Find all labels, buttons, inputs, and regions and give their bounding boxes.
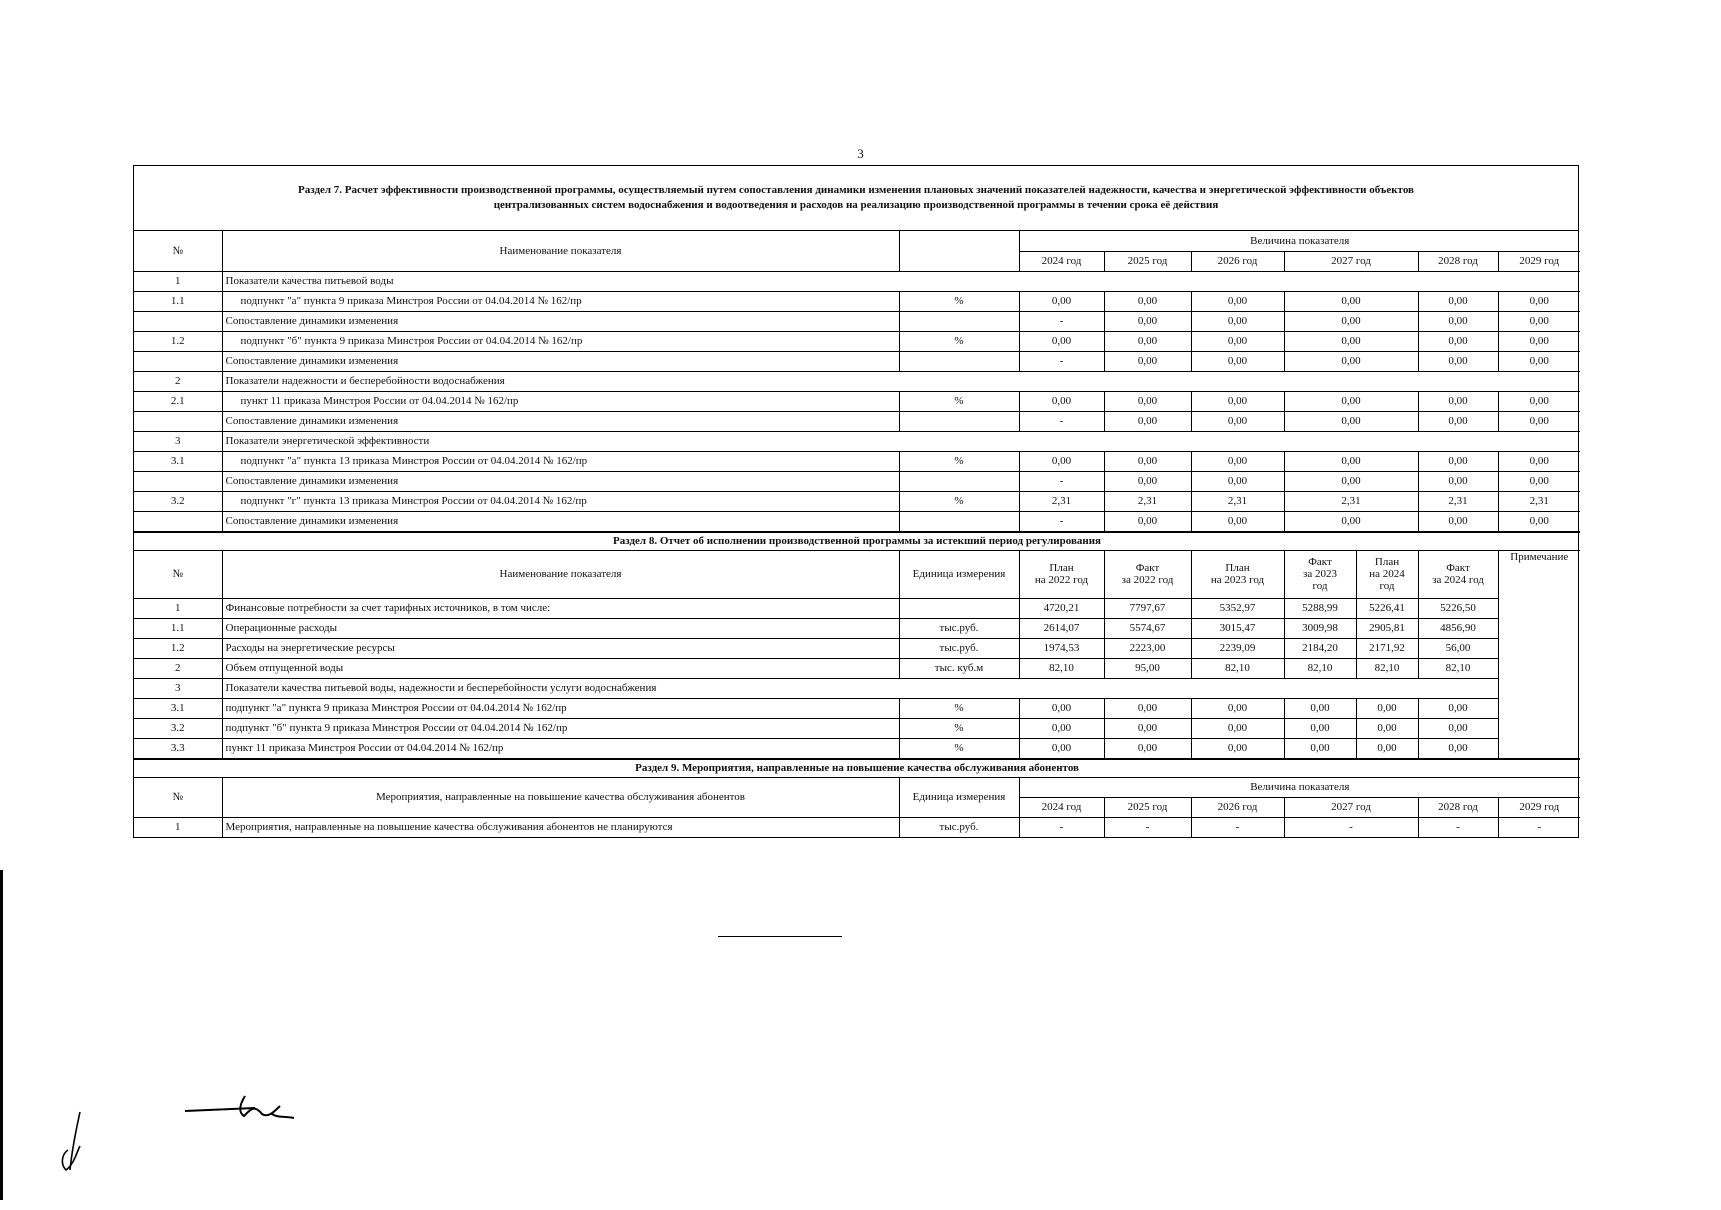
s7-row-unit: % bbox=[899, 291, 1019, 311]
s7-row-cmp bbox=[134, 511, 1580, 531]
s7-row-value: 2,31 bbox=[1019, 491, 1104, 511]
s7-row-unit: % bbox=[899, 331, 1019, 351]
s8-row-value: 0,00 bbox=[1284, 698, 1356, 718]
s7-row-value: 0,00 bbox=[1418, 451, 1498, 471]
s9-header-year: 2025 год bbox=[1104, 797, 1191, 817]
s7-header-year: 2028 год bbox=[1418, 251, 1498, 271]
s7-row-num: 1 bbox=[134, 271, 222, 291]
s8-row-value: 2905,81 bbox=[1356, 618, 1418, 638]
s8-header-col bbox=[1284, 550, 1356, 598]
s8-row-value: 2184,20 bbox=[1284, 638, 1356, 658]
s7-row-value: 0,00 bbox=[1418, 471, 1498, 491]
s7-row-value: 0,00 bbox=[1191, 411, 1284, 431]
s8-header-col bbox=[1104, 550, 1191, 598]
s7-row-value: 0,00 bbox=[1284, 511, 1418, 531]
s7-row-value: - bbox=[1019, 351, 1104, 371]
s8-header-col bbox=[1356, 550, 1418, 598]
s8-row-value: 4856,90 bbox=[1418, 618, 1498, 638]
s7-row-value: 0,00 bbox=[1104, 331, 1191, 351]
s8-row-value: 2171,92 bbox=[1356, 638, 1418, 658]
s8-row-value: 82,10 bbox=[1356, 658, 1418, 678]
s7-row-value: 0,00 bbox=[1498, 511, 1580, 531]
s8-header-col-l2: на 2022 год bbox=[1034, 574, 1089, 586]
s7-row-num bbox=[134, 411, 222, 431]
s7-row-value: 0,00 bbox=[1104, 471, 1191, 491]
s8-header-col-l3: год bbox=[1312, 580, 1328, 592]
s7-row-value: 0,00 bbox=[1191, 351, 1284, 371]
s7-row-group bbox=[134, 271, 1580, 291]
s9-header-year: 2027 год bbox=[1284, 797, 1418, 817]
s8-row-value: 2223,00 bbox=[1104, 638, 1191, 658]
s9-row-item bbox=[134, 817, 1580, 837]
s7-row-value: 0,00 bbox=[1498, 311, 1580, 331]
s7-row-value: 0,00 bbox=[1191, 311, 1284, 331]
s8-row-value: 0,00 bbox=[1418, 738, 1498, 758]
s7-row-value: 0,00 bbox=[1284, 451, 1418, 471]
s7-row-value: 0,00 bbox=[1019, 451, 1104, 471]
s7-row-value: 0,00 bbox=[1418, 311, 1498, 331]
s8-row-num: 3 bbox=[134, 678, 222, 698]
s7-row-value: 0,00 bbox=[1284, 471, 1418, 491]
page-number: 3 bbox=[857, 146, 864, 161]
s8-row-unit: % bbox=[899, 738, 1019, 758]
s7-row-name: пункт 11 приказа Минстроя России от 04.04.2014 № 162/пр bbox=[222, 391, 899, 411]
s7-row-item bbox=[134, 291, 1580, 311]
s9-row-value: - bbox=[1191, 817, 1284, 837]
s7-row-value: - bbox=[1019, 411, 1104, 431]
s7-row-group bbox=[134, 431, 1580, 451]
end-divider bbox=[718, 936, 842, 937]
s8-header-col-l3: год bbox=[1379, 580, 1395, 592]
s8-row-value: 0,00 bbox=[1019, 718, 1104, 738]
s7-row-item bbox=[134, 391, 1580, 411]
s7-row-num bbox=[134, 511, 222, 531]
s7-row-cmp bbox=[134, 311, 1580, 331]
s7-row-value: 0,00 bbox=[1284, 351, 1418, 371]
s7-header-year: 2029 год bbox=[1498, 251, 1580, 271]
s8-row-value: 2239,09 bbox=[1191, 638, 1284, 658]
s8-row-name: Расходы на энергетические ресурсы bbox=[222, 638, 899, 658]
s8-group-name: Показатели качества питьевой воды, надежности и бесперебойности услуги водоснабжения bbox=[222, 678, 1498, 698]
s8-row-value: 0,00 bbox=[1284, 738, 1356, 758]
s8-header-col-l2: за 2024 год bbox=[1432, 574, 1484, 586]
s8-header-col-l1: Факт bbox=[1308, 556, 1332, 568]
s8-row-value: 82,10 bbox=[1418, 658, 1498, 678]
s7-row-unit bbox=[899, 511, 1019, 531]
s7-row-value: 0,00 bbox=[1498, 471, 1580, 491]
s8-row-unit: тыс. куб.м bbox=[899, 658, 1019, 678]
s8-row-item bbox=[134, 658, 1580, 678]
s8-row-value: 7797,67 bbox=[1104, 598, 1191, 618]
s7-row-value: 0,00 bbox=[1019, 331, 1104, 351]
s8-row-value: 0,00 bbox=[1191, 718, 1284, 738]
s7-header-year: 2025 год bbox=[1104, 251, 1191, 271]
s7-row-num: 1.1 bbox=[134, 291, 222, 311]
s7-row-value: 0,00 bbox=[1498, 351, 1580, 371]
s8-header-col-l1: Факт bbox=[1446, 562, 1470, 574]
s7-header-year: 2024 год bbox=[1019, 251, 1104, 271]
s7-row-value: 0,00 bbox=[1019, 291, 1104, 311]
s7-row-value: 0,00 bbox=[1284, 311, 1418, 331]
s7-row-item bbox=[134, 331, 1580, 351]
s8-row-value: 3015,47 bbox=[1191, 618, 1284, 638]
s7-row-unit: % bbox=[899, 391, 1019, 411]
s7-row-unit: % bbox=[899, 491, 1019, 511]
s9-header-value: Величина показателя bbox=[1019, 777, 1580, 797]
s7-row-num bbox=[134, 351, 222, 371]
s7-row-value: 0,00 bbox=[1191, 471, 1284, 491]
s7-row-num: 1.2 bbox=[134, 331, 222, 351]
s7-row-value: 0,00 bbox=[1284, 331, 1418, 351]
s8-row-value: 5352,97 bbox=[1191, 598, 1284, 618]
s8-row-value: 5226,41 bbox=[1356, 598, 1418, 618]
s7-row-value: - bbox=[1019, 311, 1104, 331]
s7-row-value: 2,31 bbox=[1284, 491, 1418, 511]
s7-row-value: 0,00 bbox=[1418, 351, 1498, 371]
section7-title bbox=[134, 166, 1578, 231]
s8-row-num: 1 bbox=[134, 598, 222, 618]
s7-row-value: 0,00 bbox=[1104, 451, 1191, 471]
s7-row-value: - bbox=[1019, 471, 1104, 491]
s7-row-unit bbox=[899, 411, 1019, 431]
s7-row-name: Сопоставление динамики изменения bbox=[222, 351, 899, 371]
s7-row-group bbox=[134, 371, 1580, 391]
s7-row-value: 0,00 bbox=[1191, 331, 1284, 351]
s7-row-cmp bbox=[134, 471, 1580, 491]
s8-row-name: подпункт "б" пункта 9 приказа Минстроя России от 04.04.2014 № 162/пр bbox=[222, 718, 899, 738]
s7-header-value: Величина показателя bbox=[1019, 231, 1580, 251]
s8-row-value: 0,00 bbox=[1356, 738, 1418, 758]
s9-row-value: - bbox=[1284, 817, 1418, 837]
s7-row-num: 3 bbox=[134, 431, 222, 451]
s8-row-value: 0,00 bbox=[1104, 738, 1191, 758]
s7-row-value: 0,00 bbox=[1498, 391, 1580, 411]
s8-row-num: 3.1 bbox=[134, 698, 222, 718]
s7-row-value: 0,00 bbox=[1498, 291, 1580, 311]
s7-header-year: 2026 год bbox=[1191, 251, 1284, 271]
s7-row-name: Сопоставление динамики изменения bbox=[222, 411, 899, 431]
s7-row-cmp bbox=[134, 411, 1580, 431]
s7-row-name: Сопоставление динамики изменения bbox=[222, 311, 899, 331]
s8-row-item bbox=[134, 598, 1580, 618]
s7-header-name: Наименование показателя bbox=[222, 231, 899, 271]
s8-row-value: 0,00 bbox=[1356, 698, 1418, 718]
s8-header-col-l2: на 2024 bbox=[1369, 568, 1405, 580]
s7-row-value: 0,00 bbox=[1284, 411, 1418, 431]
s7-row-value: 0,00 bbox=[1104, 311, 1191, 331]
s8-row-item bbox=[134, 618, 1580, 638]
s8-row-value: 5574,67 bbox=[1104, 618, 1191, 638]
s9-row-value: - bbox=[1418, 817, 1498, 837]
s8-header-col-l1: План bbox=[1049, 562, 1074, 574]
s7-row-num: 2.1 bbox=[134, 391, 222, 411]
s8-header-col-l2: за 2022 год bbox=[1121, 574, 1174, 586]
s8-row-value: 0,00 bbox=[1284, 718, 1356, 738]
s9-row-value: - bbox=[1019, 817, 1104, 837]
s8-row-unit: тыс.руб. bbox=[899, 638, 1019, 658]
s7-row-unit bbox=[899, 311, 1019, 331]
s8-row-num: 1.1 bbox=[134, 618, 222, 638]
s7-row-unit bbox=[899, 471, 1019, 491]
s8-header-col bbox=[1019, 550, 1104, 598]
s9-header-year: 2024 год bbox=[1019, 797, 1104, 817]
s8-row-value: 2614,07 bbox=[1019, 618, 1104, 638]
s7-row-name: подпункт "г" пункта 13 приказа Минстроя России от 04.04.2014 № 162/пр bbox=[222, 491, 899, 511]
s7-row-num: 3.1 bbox=[134, 451, 222, 471]
s7-row-value: 0,00 bbox=[1191, 391, 1284, 411]
s7-group-name: Показатели энергетической эффективности bbox=[222, 431, 1580, 451]
s7-row-value: 0,00 bbox=[1284, 291, 1418, 311]
s9-row-value: - bbox=[1104, 817, 1191, 837]
s7-row-name: Сопоставление динамики изменения bbox=[222, 511, 899, 531]
s8-row-value: 0,00 bbox=[1191, 738, 1284, 758]
s8-row-value: 82,10 bbox=[1019, 658, 1104, 678]
section8-title: Раздел 8. Отчет об исполнении производственной программы за истекший период регулирования bbox=[134, 532, 1580, 550]
s8-header-col bbox=[1418, 550, 1498, 598]
s8-row-value: 0,00 bbox=[1104, 718, 1191, 738]
s8-header-col bbox=[1191, 550, 1284, 598]
section7-table bbox=[134, 231, 1580, 532]
s7-row-unit: % bbox=[899, 451, 1019, 471]
s8-row-value: 1974,53 bbox=[1019, 638, 1104, 658]
s7-group-name: Показатели качества питьевой воды bbox=[222, 271, 1580, 291]
s7-row-value: 0,00 bbox=[1019, 391, 1104, 411]
s7-row-num: 3.2 bbox=[134, 491, 222, 511]
s8-row-unit: % bbox=[899, 718, 1019, 738]
section7-title-line2: централизованных систем водоснабжения и водоотведения и расходов на реализацию производственной программы в течении срока её действия bbox=[493, 199, 1219, 211]
s8-row-item bbox=[134, 698, 1580, 718]
s8-header-unit: Единица измерения bbox=[899, 550, 1019, 598]
s7-row-value: 0,00 bbox=[1191, 291, 1284, 311]
s7-row-value: 2,31 bbox=[1498, 491, 1580, 511]
section8-table bbox=[134, 532, 1580, 759]
s8-header-num: № bbox=[134, 550, 222, 598]
s8-header-col-l1: План bbox=[1225, 562, 1250, 574]
s9-row-name: Мероприятия, направленные на повышение качества обслуживания абонентов не планируются bbox=[222, 817, 899, 837]
s9-row-num: 1 bbox=[134, 817, 222, 837]
s8-header-col-l2: за 2023 bbox=[1303, 568, 1337, 580]
s8-row-num: 2 bbox=[134, 658, 222, 678]
s8-row-unit: % bbox=[899, 698, 1019, 718]
s8-row-num: 3.3 bbox=[134, 738, 222, 758]
s8-header-note: Примечание bbox=[1498, 550, 1580, 758]
s7-row-value: 0,00 bbox=[1498, 451, 1580, 471]
s8-row-unit bbox=[899, 598, 1019, 618]
s8-row-value: 0,00 bbox=[1191, 698, 1284, 718]
s8-row-value: 5288,99 bbox=[1284, 598, 1356, 618]
s7-row-value: 0,00 bbox=[1104, 511, 1191, 531]
s8-row-name: Операционные расходы bbox=[222, 618, 899, 638]
s8-header-name: Наименование показателя bbox=[222, 550, 899, 598]
s7-row-value: 0,00 bbox=[1191, 451, 1284, 471]
s7-row-item bbox=[134, 491, 1580, 511]
s7-row-value: 0,00 bbox=[1284, 391, 1418, 411]
s8-header-col-l1: План bbox=[1374, 556, 1400, 568]
s7-row-value: 0,00 bbox=[1104, 351, 1191, 371]
s9-row-value: - bbox=[1498, 817, 1580, 837]
s8-row-name: Финансовые потребности за счет тарифных источников, в том числе: bbox=[222, 598, 899, 618]
s8-row-name: подпункт "а" пункта 9 приказа Минстроя России от 04.04.2014 № 162/пр bbox=[222, 698, 899, 718]
s7-header-num: № bbox=[134, 231, 222, 271]
s9-header-year: 2029 год bbox=[1498, 797, 1580, 817]
s7-row-num bbox=[134, 311, 222, 331]
s8-row-name: Объем отпущенной воды bbox=[222, 658, 899, 678]
s7-row-value: 2,31 bbox=[1104, 491, 1191, 511]
s8-row-value: 4720,21 bbox=[1019, 598, 1104, 618]
s8-row-name: пункт 11 приказа Минстроя России от 04.04.2014 № 162/пр bbox=[222, 738, 899, 758]
s7-row-value: 0,00 bbox=[1418, 511, 1498, 531]
s7-row-value: 0,00 bbox=[1418, 291, 1498, 311]
s7-header-year: 2027 год bbox=[1284, 251, 1418, 271]
s9-header-unit: Единица измерения bbox=[899, 777, 1019, 817]
s7-row-name: подпункт "б" пункта 9 приказа Минстроя России от 04.04.2014 № 162/пр bbox=[222, 331, 899, 351]
s7-header-unit bbox=[899, 231, 1019, 271]
s7-row-value: 0,00 bbox=[1498, 411, 1580, 431]
s8-row-value: 56,00 bbox=[1418, 638, 1498, 658]
s8-row-unit: тыс.руб. bbox=[899, 618, 1019, 638]
s9-header-num: № bbox=[134, 777, 222, 817]
s8-row-value: 82,10 bbox=[1191, 658, 1284, 678]
s8-row-num: 1.2 bbox=[134, 638, 222, 658]
signature-mark bbox=[40, 1090, 340, 1210]
s7-row-value: 0,00 bbox=[1104, 411, 1191, 431]
s8-row-item bbox=[134, 718, 1580, 738]
s8-header-col-l2: на 2023 год bbox=[1210, 574, 1265, 586]
s8-row-value: 0,00 bbox=[1356, 718, 1418, 738]
s8-row-item bbox=[134, 638, 1580, 658]
s8-row-value: 95,00 bbox=[1104, 658, 1191, 678]
section9-table bbox=[134, 759, 1580, 838]
s8-row-value: 0,00 bbox=[1104, 698, 1191, 718]
s8-row-value: 0,00 bbox=[1418, 718, 1498, 738]
document-frame bbox=[133, 165, 1579, 838]
s8-header-col-l1: Факт bbox=[1135, 562, 1160, 574]
s8-row-item bbox=[134, 738, 1580, 758]
s8-row-value: 0,00 bbox=[1019, 738, 1104, 758]
s7-row-name: Сопоставление динамики изменения bbox=[222, 471, 899, 491]
s7-row-value: 0,00 bbox=[1418, 391, 1498, 411]
s7-row-name: подпункт "а" пункта 9 приказа Минстроя России от 04.04.2014 № 162/пр bbox=[222, 291, 899, 311]
s7-row-value: 0,00 bbox=[1498, 331, 1580, 351]
s8-row-value: 5226,50 bbox=[1418, 598, 1498, 618]
scan-edge-mark bbox=[0, 870, 3, 1200]
s7-row-item bbox=[134, 451, 1580, 471]
s8-row-value: 0,00 bbox=[1019, 698, 1104, 718]
s7-row-name: подпункт "а" пункта 13 приказа Минстроя России от 04.04.2014 № 162/пр bbox=[222, 451, 899, 471]
s7-row-num bbox=[134, 471, 222, 491]
s8-row-group bbox=[134, 678, 1580, 698]
s7-row-value: - bbox=[1019, 511, 1104, 531]
section9-title: Раздел 9. Мероприятия, направленные на повышение качества обслуживания абонентов bbox=[134, 759, 1580, 777]
s7-row-value: 0,00 bbox=[1418, 411, 1498, 431]
s7-row-value: 2,31 bbox=[1418, 491, 1498, 511]
section7-title-line1: Раздел 7. Расчет эффективности производственной программы, осуществляемый путем сопоставления динамики изменения плановых значений показателей надежности, качества и энергетической эффективности объектов bbox=[298, 184, 1414, 196]
s7-row-value: 2,31 bbox=[1191, 491, 1284, 511]
s8-row-num: 3.2 bbox=[134, 718, 222, 738]
s7-row-cmp bbox=[134, 351, 1580, 371]
s9-header-year: 2026 год bbox=[1191, 797, 1284, 817]
s9-header-year: 2028 год bbox=[1418, 797, 1498, 817]
s7-row-unit bbox=[899, 351, 1019, 371]
s7-row-num: 2 bbox=[134, 371, 222, 391]
s7-row-value: 0,00 bbox=[1104, 391, 1191, 411]
s8-row-value: 3009,98 bbox=[1284, 618, 1356, 638]
s7-row-value: 0,00 bbox=[1191, 511, 1284, 531]
s7-row-value: 0,00 bbox=[1104, 291, 1191, 311]
s8-row-value: 0,00 bbox=[1418, 698, 1498, 718]
s9-row-unit: тыс.руб. bbox=[899, 817, 1019, 837]
s7-group-name: Показатели надежности и бесперебойности водоснабжения bbox=[222, 371, 1580, 391]
s7-row-value: 0,00 bbox=[1418, 331, 1498, 351]
s8-row-value: 82,10 bbox=[1284, 658, 1356, 678]
s9-header-name: Мероприятия, направленные на повышение качества обслуживания абонентов bbox=[222, 777, 899, 817]
